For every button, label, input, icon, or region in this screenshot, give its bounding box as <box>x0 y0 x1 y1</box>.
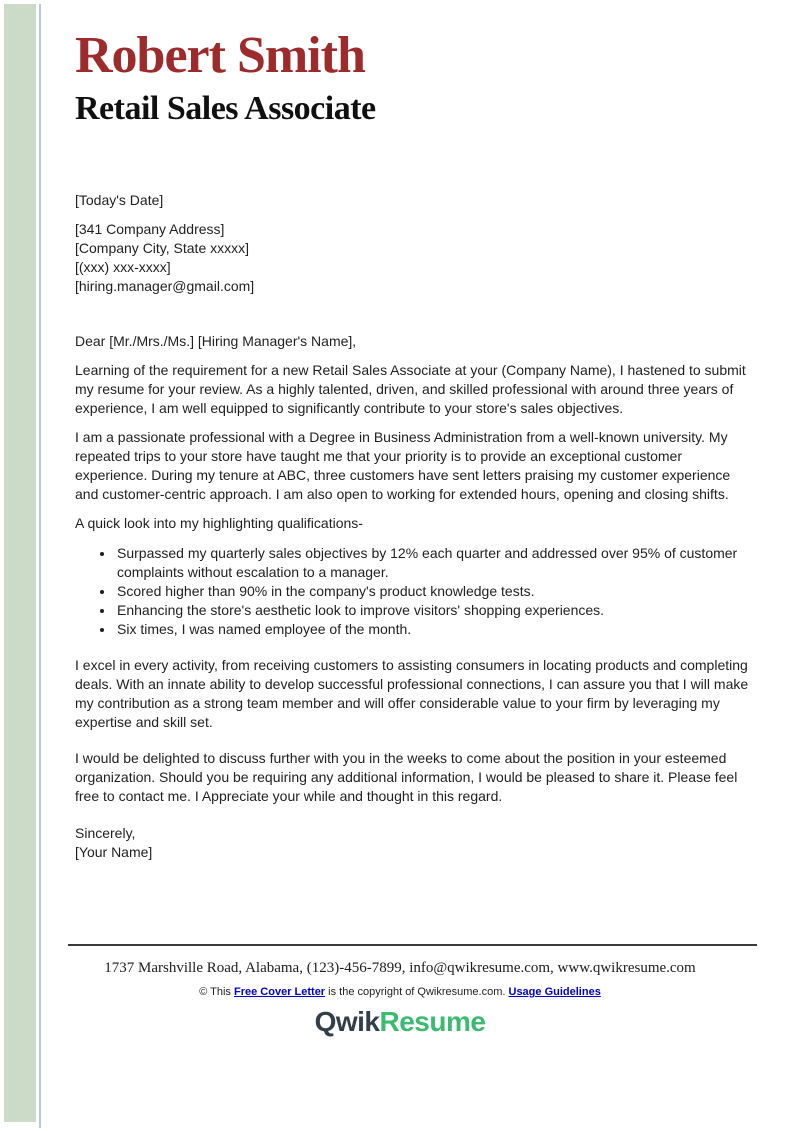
paragraph-skills: I excel in every activity, from receiving customers to assisting consumers in locating products and completing deals. With an innate ability to develop successful professional connections, I can assure you that I will make my contribution as a strong team member and will offer considerable value to your firm by leveraging my expertise and skill set. <box>75 657 749 730</box>
company-address-block <box>75 220 755 296</box>
address-line: [(xxx) xxx-xxxx] <box>75 259 171 275</box>
letter-content <box>75 0 755 862</box>
job-title: Retail Sales Associate <box>75 90 376 127</box>
footer-copyright-line <box>0 986 800 998</box>
applicant-name: Robert Smith <box>75 27 365 84</box>
qualifications-list <box>75 544 755 639</box>
salutation: Dear [Mr./Mrs./Ms.] [Hiring Manager's Name], <box>75 333 357 349</box>
qualification-item: • Scored higher than 90% in the company's product knowledge tests. <box>115 582 755 601</box>
address-line: [Company City, State xxxxx] <box>75 240 250 256</box>
paragraph-background: I am a passionate professional with a Degree in Business Administration from a well-known university. My repeated trips to your store have taught me that your priority is to provide an exceptional customer experience. During my tenure at ABC, three customers have sent letters praising my customer experience and customer-centric approach. I am also open to working for extended hours, opening and closing shifts. <box>75 429 731 502</box>
footer-contact-line: 1737 Marshville Road, Alabama, (123)-456-7899, info@qwikresume.com, www.qwikresume.com <box>104 960 696 976</box>
copyright-text: is the copyright of Qwikresume.com. <box>325 986 509 998</box>
qualification-item: • Six times, I was named employee of the month. <box>115 620 755 639</box>
signature-placeholder: [Your Name] <box>75 844 153 860</box>
letter-header <box>75 28 755 128</box>
qualification-item: • Enhancing the store's aesthetic look to improve visitors' shopping experiences. <box>115 601 755 620</box>
logo-text-resume: Resume <box>379 1006 486 1037</box>
date-placeholder: [Today's Date] <box>75 192 164 208</box>
signoff-block <box>75 824 755 862</box>
usage-guidelines-link[interactable]: Usage Guidelines <box>508 986 601 998</box>
page-footer <box>0 944 800 1038</box>
free-cover-letter-link[interactable]: Free Cover Letter <box>234 986 326 998</box>
qualifications-intro: A quick look into my highlighting qualifications- <box>75 515 363 531</box>
qwikresume-logo <box>0 1006 800 1038</box>
paragraph-intro: Learning of the requirement for a new Retail Sales Associate at your (Company Name), I hastened to submit my resume for your review. As a highly talented, driven, and skilled professional with around three years of experience, I am well equipped to significantly contribute to your store's sales objectives. <box>75 362 746 416</box>
copyright-text: © This <box>199 986 234 998</box>
paragraph-closing: I would be delighted to discuss further with you in the weeks to come about the position in your esteemed organization. Should you be requiring any additional information, I would be pleased to share it. Please feel free to contact me. I Appreciate your while and thought in this regard. <box>75 750 738 804</box>
footer-divider <box>68 944 757 946</box>
logo-text-qwik: Qwik <box>314 1006 380 1037</box>
address-line: [341 Company Address] <box>75 221 225 237</box>
signoff-text: Sincerely, <box>75 825 136 841</box>
qualification-item: • Surpassed my quarterly sales objectives by 12% each quarter and addressed over 95% of customer complaints without escalation to a manager. <box>115 544 755 582</box>
address-line: [hiring.manager@gmail.com] <box>75 278 255 294</box>
